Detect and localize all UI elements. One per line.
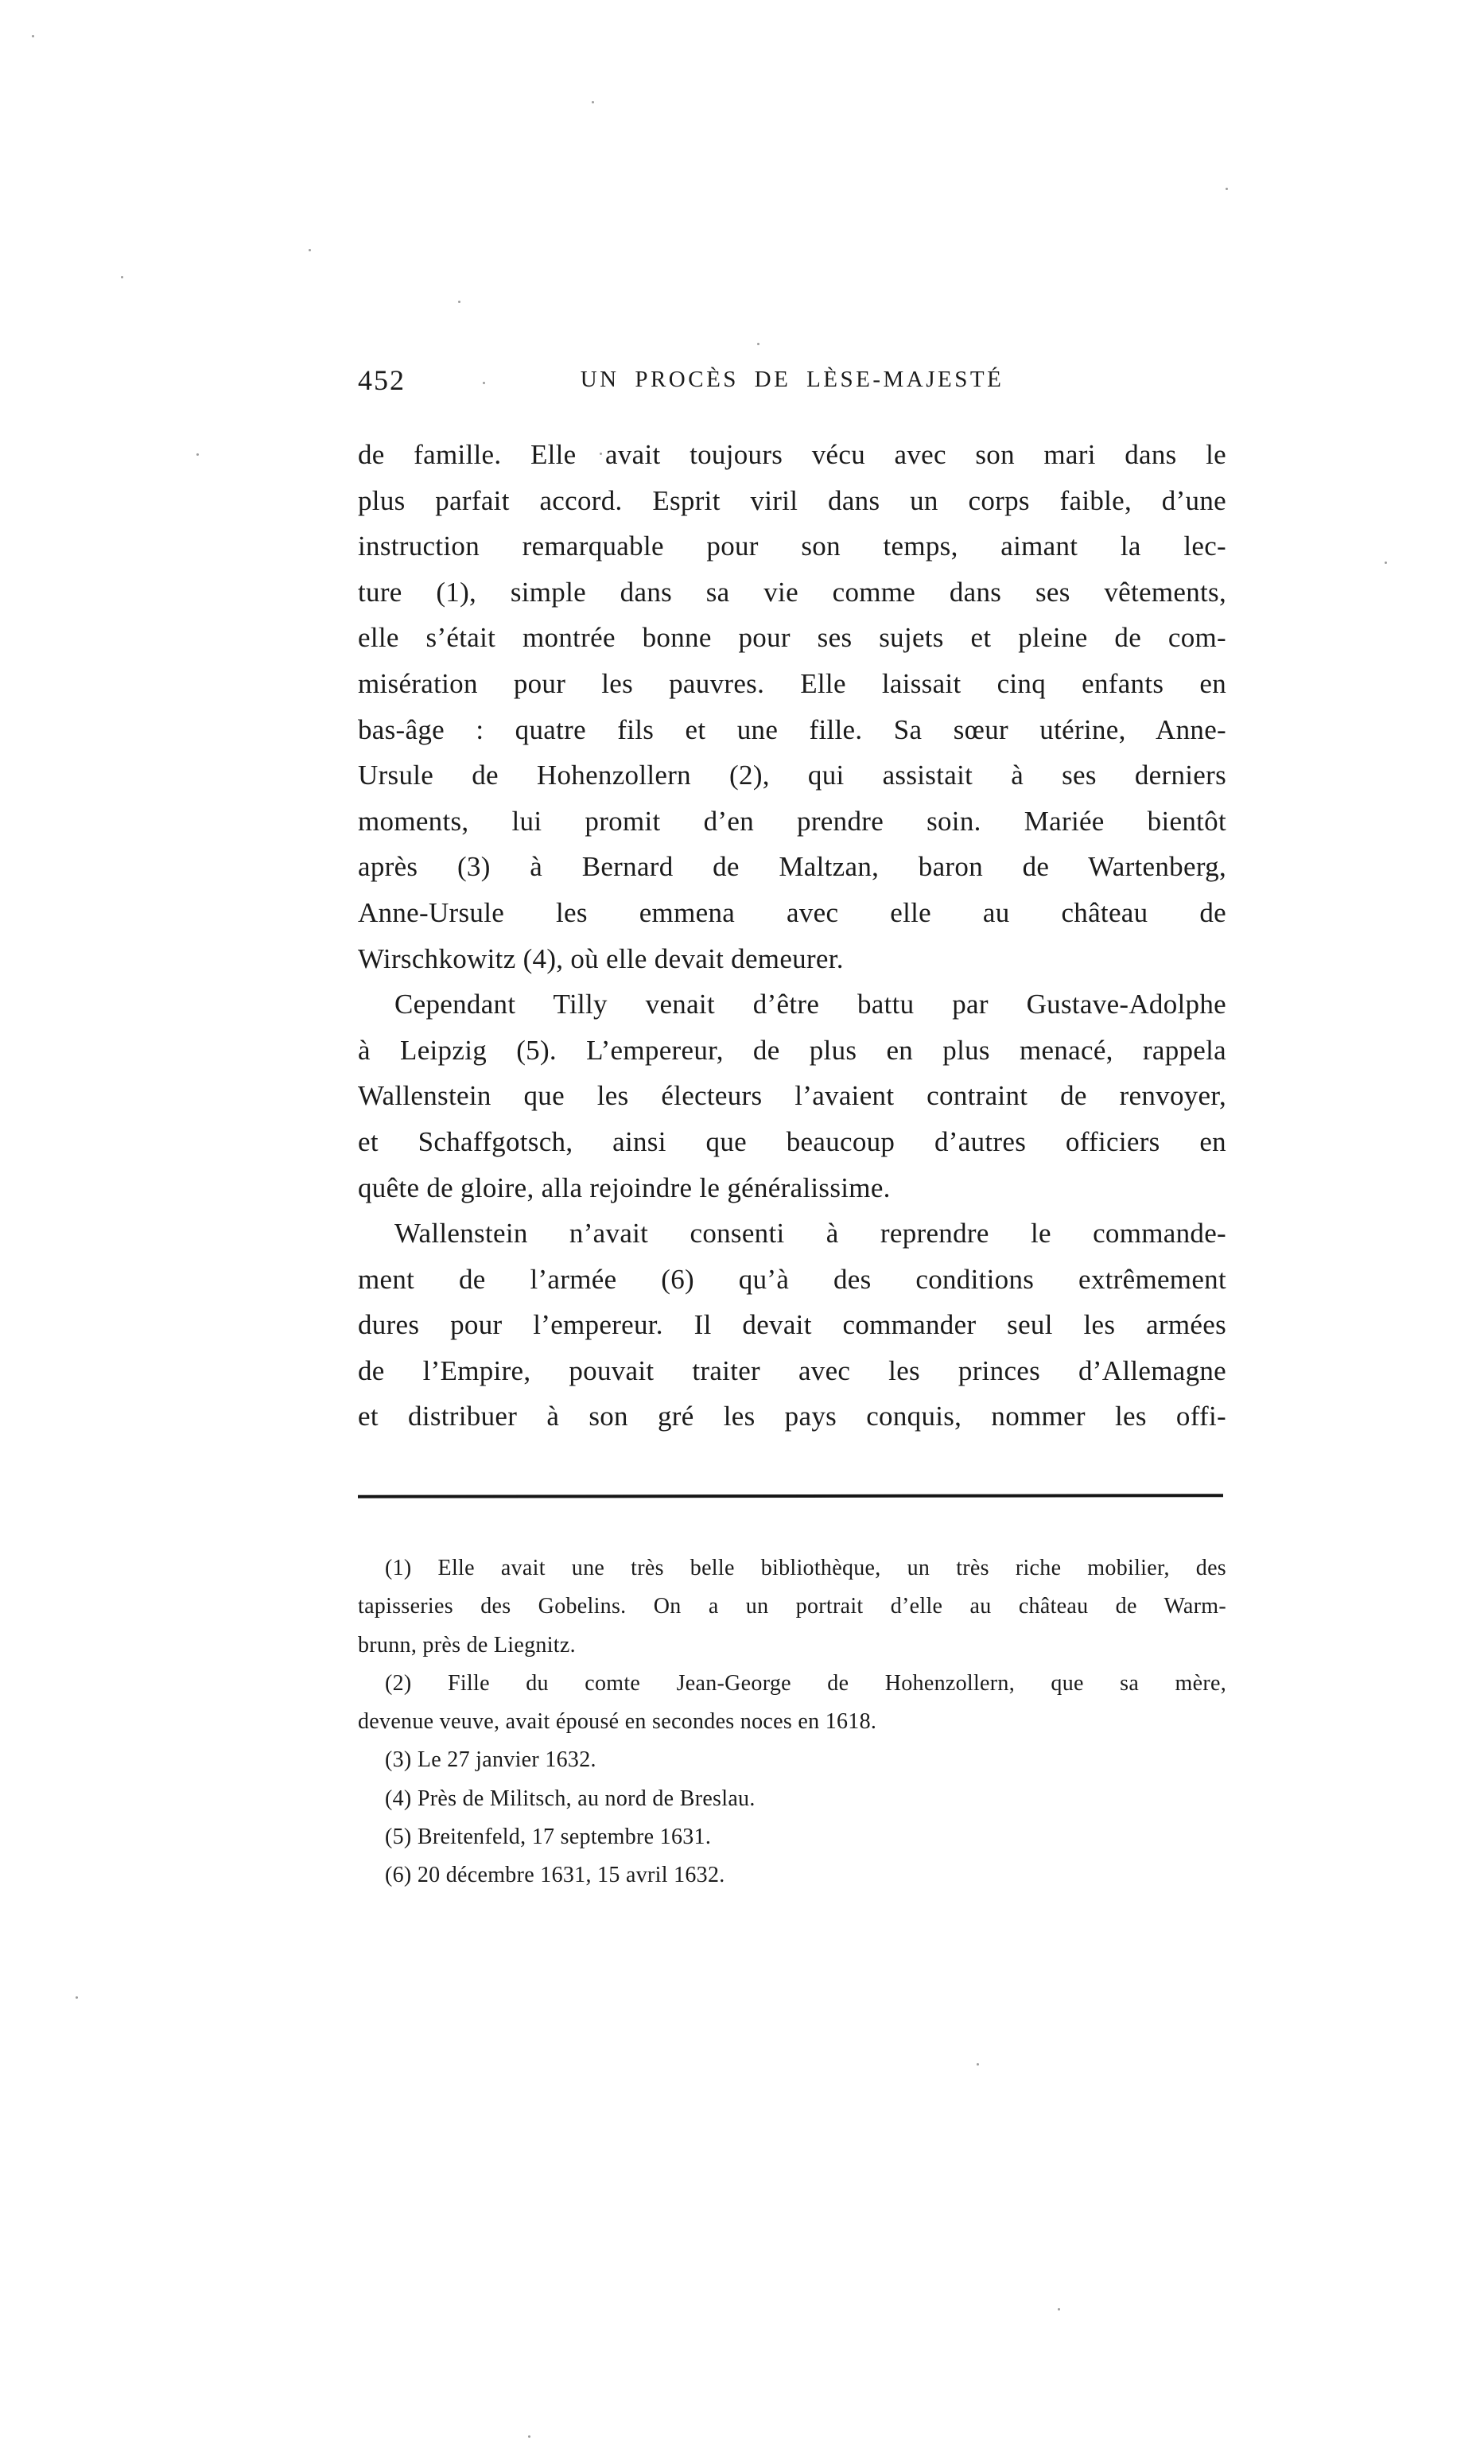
page-header — [358, 362, 1226, 397]
scan-speck — [977, 2063, 979, 2066]
body-line: et distribuer à son gré les pays conquis, nommer les offi- — [358, 1401, 1226, 1432]
scan-speck — [309, 249, 311, 251]
scan-speck — [528, 2435, 530, 2438]
body-line: de l’Empire, pouvait traiter avec les princes d’Allemagne — [358, 1354, 1226, 1386]
body-line: ment de l’armée (6) qu’à des conditions extrêmement — [358, 1263, 1226, 1295]
body-line: Anne-Ursule les emmena avec elle au château de — [358, 896, 1226, 928]
footnote-line: (2) Fille du comte Jean-George de Hohenzollern, que sa mère, — [385, 1670, 1226, 1696]
body-line: bas-âge : quatre fils et une fille. Sa sœur utérine, Anne- — [358, 713, 1226, 745]
scan-speck — [458, 301, 460, 303]
body-line: plus parfait accord. Esprit viril dans un corps faible, d’une — [358, 484, 1226, 516]
scan-speck — [1385, 562, 1387, 564]
body-line: elle s’était montrée bonne pour ses sujets et pleine de com- — [358, 622, 1226, 654]
body-line: à Leipzig (5). L’empereur, de plus en plus menacé, rappela — [358, 1034, 1226, 1066]
body-line: quête de gloire, alla rejoindre le généralissime. — [358, 1172, 891, 1203]
body-line: ture (1), simple dans sa vie comme dans ses vêtements, — [358, 576, 1226, 608]
body-line: dures pour l’empereur. Il devait commander seul les armées — [358, 1309, 1226, 1341]
scan-speck — [1058, 2308, 1060, 2310]
body-line: et Schaffgotsch, ainsi que beaucoup d’autres officiers en — [358, 1125, 1226, 1157]
footnote-line: (6) 20 décembre 1631, 15 avril 1632. — [385, 1863, 725, 1888]
scan-speck — [757, 343, 759, 345]
footnotes — [358, 1549, 1226, 1895]
scan-speck — [32, 35, 34, 37]
body-line: moments, lui promit d’en prendre soin. Mariée bientôt — [358, 805, 1226, 837]
body-line: Wallenstein n’avait consenti à reprendre le commande- — [394, 1218, 1226, 1249]
footnote-line: (3) Le 27 janvier 1632. — [385, 1747, 596, 1773]
footnote-rule — [358, 1494, 1223, 1498]
scan-speck — [121, 276, 123, 278]
footnote-line: (5) Breitenfeld, 17 septembre 1631. — [385, 1825, 712, 1850]
body-line: instruction remarquable pour son temps, aimant la lec- — [358, 530, 1226, 562]
body-line: Wirschkowitz (4), où elle devait demeurer. — [358, 942, 844, 974]
running-title: UN PROCÈS DE LÈSE-MAJESTÉ — [580, 367, 1004, 392]
body-line: Cependant Tilly venait d’être battu par Gustave-Adolphe — [394, 989, 1226, 1020]
page-number: 452 — [358, 364, 406, 396]
footnote-line: (4) Près de Militsch, au nord de Breslau. — [385, 1786, 756, 1811]
body-line: misération pour les pauvres. Elle laissait cinq enfants en — [358, 667, 1226, 699]
scan-speck — [592, 101, 594, 103]
footnote-line: (1) Elle avait une très belle bibliothèque, un très riche mobilier, des — [385, 1556, 1226, 1580]
footnote-line: tapisseries des Gobelins. On a un portrait d’elle au château de Warm- — [358, 1594, 1226, 1619]
body-text — [358, 432, 1226, 1440]
body-line: de famille. Elle avait toujours vécu avec son mari dans le — [358, 439, 1226, 470]
footnote-line: brunn, près de Liegnitz. — [358, 1632, 576, 1658]
scan-speck — [76, 1996, 78, 1999]
body-line: après (3) à Bernard de Maltzan, baron de Wartenberg, — [358, 851, 1226, 883]
body-line: Wallenstein que les électeurs l’avaient contraint de renvoyer, — [358, 1080, 1226, 1112]
footnote-line: devenue veuve, avait épousé en secondes noces en 1618. — [358, 1709, 877, 1735]
scan-speck — [1226, 188, 1228, 190]
scan-speck — [196, 453, 199, 456]
body-line: Ursule de Hohenzollern (2), qui assistait à ses derniers — [358, 760, 1226, 791]
